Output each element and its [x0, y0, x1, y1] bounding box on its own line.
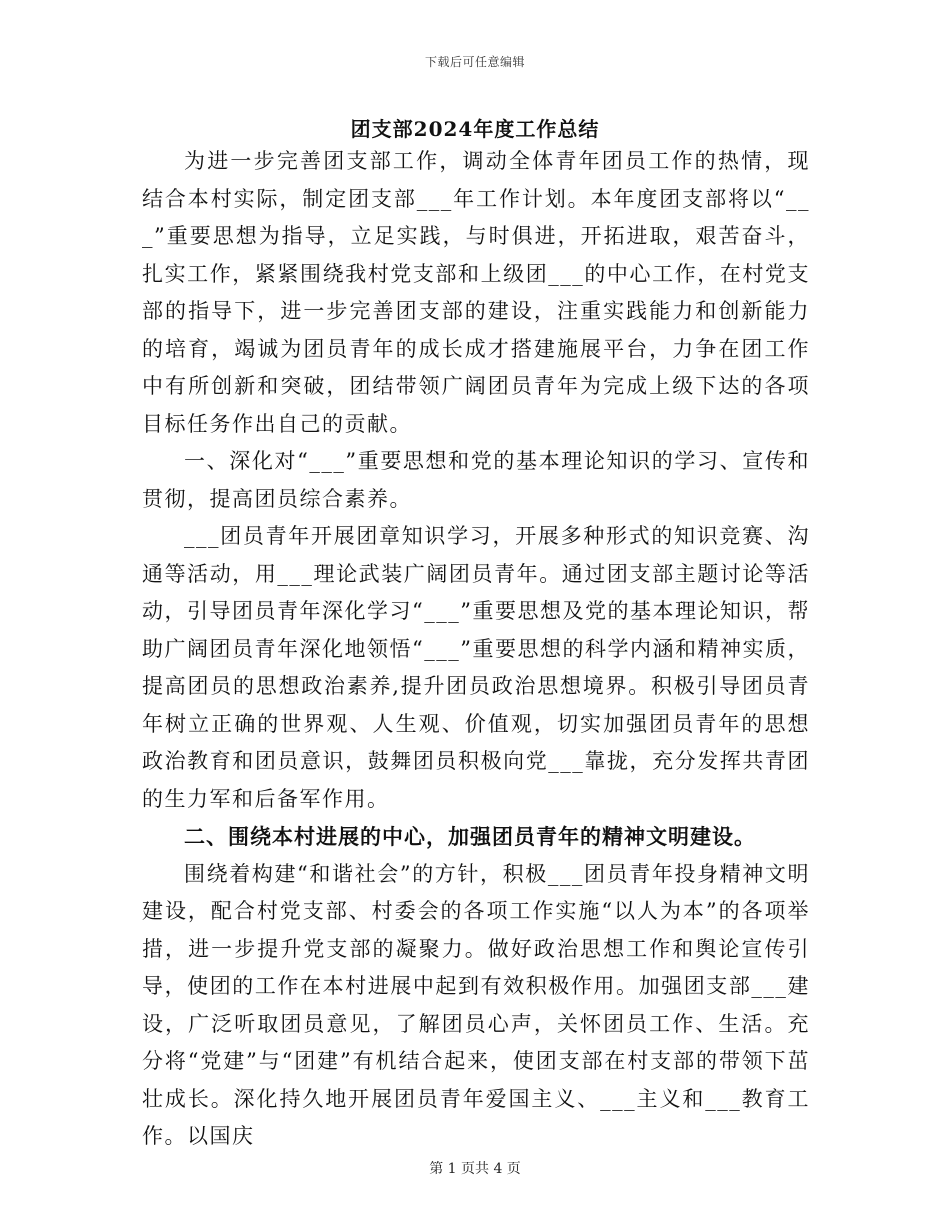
page-number: 第 1 页共 4 页: [429, 1161, 521, 1177]
intro-paragraph: 为进一步完善团支部工作，调动全体青年团员工作的热情，现结合本村实际，制定团支部___年工作计划。本年度团支部将以“___”重要思想为指导，立足实践，与时俱进，开拓进取，艰苦奋斗，扎实工作，紧紧围绕我村党支部和上级团___的中心工作，在村党支部的指导下，进一步完善团支部的建设，注重实践能力和创新能力的培育，竭诚为团员青年的成长成才搭建施展平台，力争在团工作中有所创新和突破，团结带领广阔团员青年为完成上级下达的各项目标任务作出自己的贡献。: [142, 149, 810, 436]
document-title: 团支部2024年度工作总结: [350, 117, 600, 141]
section-one-body: ___团员青年开展团章知识学习，开展多种形式的知识竞赛、沟通等活动，用___理论武装广阔团员青年。通过团支部主题讨论等活动，引导团员青年深化学习“___”重要思想及党的基本理论知识，帮助广阔团员青年深化地领悟“___”重要思想的科学内涵和精神实质，提高团员的思想政治素养,提升团员政治思想境界。积极引导团员青年树立正确的世界观、人生观、价值观，切实加强团员青年的思想政治教育和团员意识，鼓舞团员积极向党___靠拢，充分发挥共青团的生力军和后备军作用。: [142, 524, 810, 811]
document-body: [142, 143, 810, 1156]
section-two-body: 围绕着构建“和谐社会”的方针，积极___团员青年投身精神文明建设，配合村党支部、村委会的各项工作实施“以人为本”的各项举措，进一步提升党支部的凝聚力。做好政治思想工作和舆论宣传引导，使团的工作在本村进展中起到有效积极作用。加强团支部___建设，广泛听取团员意见，了解团员心声，关怀团员工作、生活。充分将“党建”与“团建”有机结合起来，使团支部在村支部的带领下茁壮成长。深化持久地开展团员青年爱国主义、___主义和___教育工作。以国庆: [142, 861, 810, 1148]
download-note: 下载后可任意编辑: [424, 55, 525, 69]
section-two-heading: 二、围绕本村进展的中心，加强团员青年的精神文明建设。: [184, 824, 756, 849]
section-one-heading: 一、深化对“___”重要思想和党的基本理论知识的学习、宣传和贯彻，提高团员综合素养。: [142, 449, 810, 511]
